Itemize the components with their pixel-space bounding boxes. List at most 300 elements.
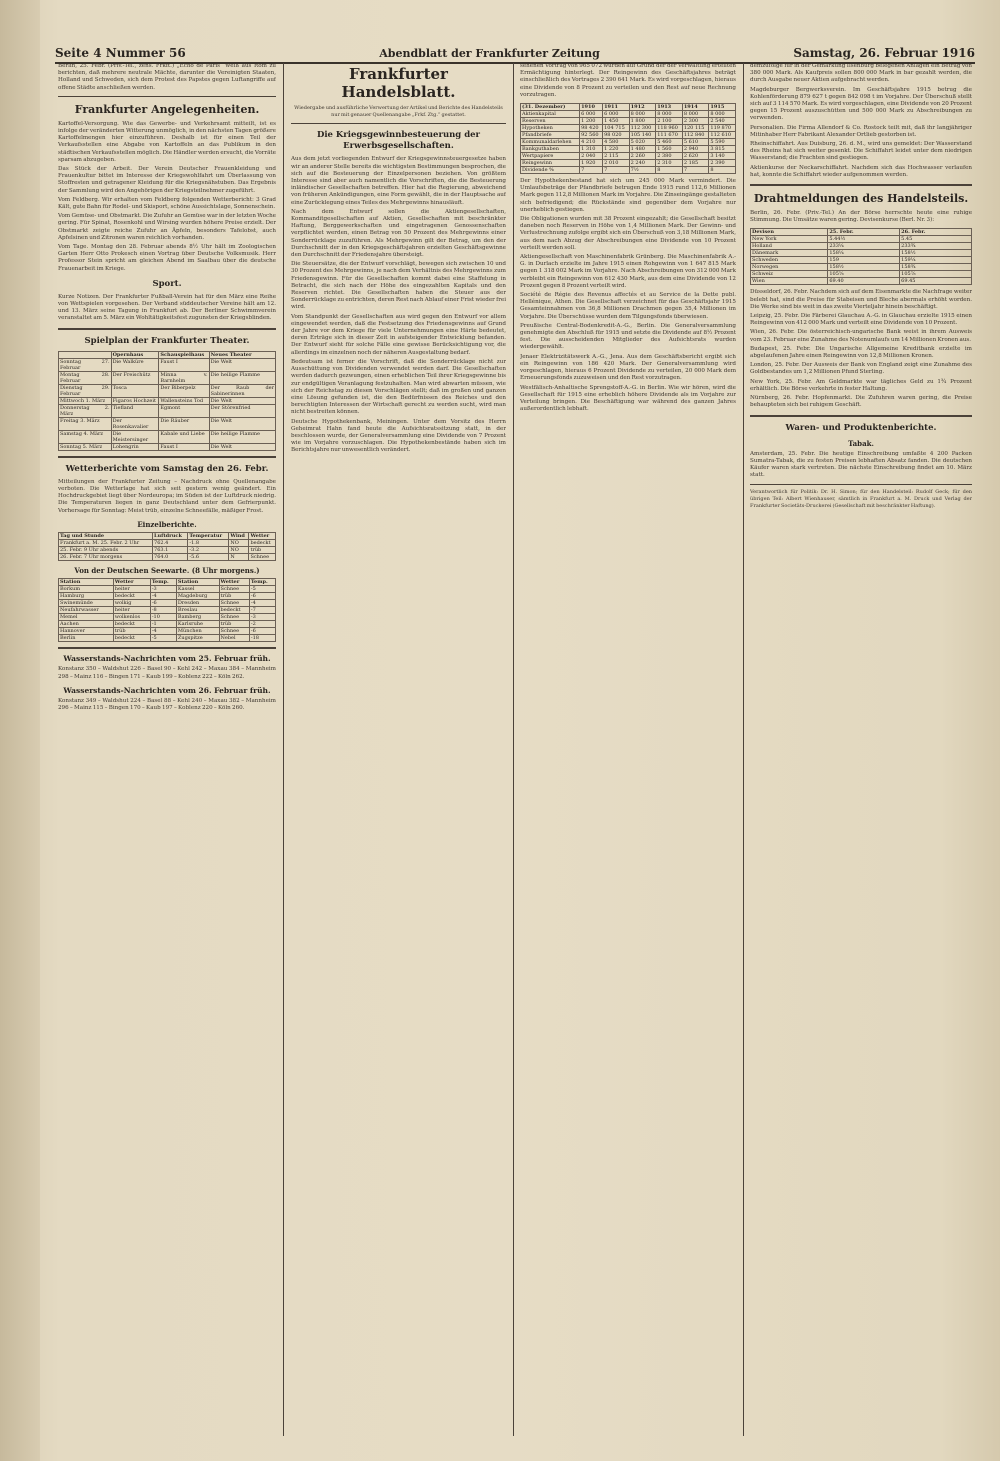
article-paragraph: Jenaer Elektrizitätswerk A.-G., Jena. Aus dem Geschäftsbericht ergibt sich ein Reingewinn von 186 420 Mark. Der Generalversammlung wird vorgeschlagen, hieraus 6 Prozent Dividende zu verteilen, 20 000 Mark dem Erneuerungsfonds zuzuweisen und den Rest vorzutragen. xyxy=(520,353,736,382)
table-cell: 8 xyxy=(709,167,736,174)
table-cell: 1 920 xyxy=(580,160,603,167)
table-cell: Egmont xyxy=(159,404,209,417)
table-cell: Tosca xyxy=(111,384,159,397)
balance-row xyxy=(521,125,736,132)
table-cell: 1 560 xyxy=(656,146,683,153)
table-cell: 112 840 xyxy=(682,132,709,139)
article-paragraph: Der Hypothekenbestand hat sich um 245 000 Mark vermindert. Die Umlaufsbeträge der Pfandbriefe betrugen Ende 1915 rund 112,6 Millionen Mark gegen 112,8 Millionen Mark im Vorjahre. Die Zinseingänge gestalteten sich befriedigend; die Rückstände sind gegenüber dem Vorjahre nur unerheblich gestiegen. xyxy=(520,178,736,213)
table-cell: bedeckt xyxy=(219,607,249,614)
theater-row xyxy=(59,417,276,430)
balance-row xyxy=(521,160,736,167)
table-cell: 2 540 xyxy=(709,118,736,125)
article-paragraph: Wien, 26. Febr. Die österreichisch-ungarische Bank weist in ihrem Ausweis vom 23. Februar eine Zunahme des Notenumlaufs um 14 Millionen Kronen aus. xyxy=(750,329,972,343)
table-cell: 8 000 xyxy=(656,111,683,118)
balance-row xyxy=(521,118,736,125)
table-cell: heiter xyxy=(113,607,150,614)
table-cell: Der Störenfried xyxy=(209,404,275,417)
table-header-cell: 1910 xyxy=(580,104,603,111)
table-cell: Schnee xyxy=(249,553,276,560)
section-title-water-1: Wasserstands-Nachrichten vom 25. Februar früh. xyxy=(63,654,271,664)
table-cell: Sonntag 5. März xyxy=(59,443,112,450)
column-rule xyxy=(513,63,514,1436)
article-paragraph: Vom Gemüse- und Obstmarkt. Die Zufuhr an Gemüse war in der letzten Woche gering. Für Spinat, Rosenkohl und Wirsing wurden höhere Preise erzielt. Der Obstmarkt zeigte reiche Zufuhr an Äpfeln, besonders Tafelobst, auch Apfelsinen und Zitronen waren reichlich vorhanden. xyxy=(58,213,276,241)
theater-table xyxy=(58,351,276,451)
fx-row xyxy=(751,236,972,243)
fx-row xyxy=(751,264,972,271)
table-cell: 92 560 xyxy=(580,132,603,139)
table-cell: 2 240 xyxy=(629,160,656,167)
article-paragraph: Magdeburger Bergwerksverein. Im Geschäftsjahre 1915 betrug die Kohlenförderung 879 627 t gegen 842 098 t im Vorjahre. Der Überschuß stellt sich auf 3 114 570 Mark. Es wird vorgeschlagen, eine Dividende von 20 Prozent gegen 15 Prozent auszuschütten und 500 000 Mark zu Abschreibungen zu verwenden. xyxy=(750,86,972,122)
table-cell: 2 620 xyxy=(682,153,709,160)
table-cell: 8 000 xyxy=(629,111,656,118)
table-cell: 104 715 xyxy=(603,125,630,132)
table-cell: Karlsruhe xyxy=(176,621,219,628)
balance-table xyxy=(520,103,736,174)
article-paragraph: London, 25. Febr. Der Ausweis der Bank von England zeigt eine Zunahme des Goldbestandes um 1,2 Millionen Pfund Sterling. xyxy=(750,362,972,376)
article-paragraph: Nach dem Entwurf sollen die Aktiengesellschaften, Kommanditgesellschaften auf Aktien, Gesellschaften mit beschränkter Haftung, Berggewerkschaften und eingetragenen Genossenschaften verpflichtet werden, einen Betrag von 50 Prozent des Mehrgewinns einer Sonderrücklage zuzuführen. Als Mehrgewinn gilt der Betrag, um den der Durchschnitt der in den Kriegsgeschäftsjahren erzielten Geschäftsgewinne den Durchschnitt der Friedensjahre übersteigt. xyxy=(291,208,506,259)
balance-row xyxy=(521,153,736,160)
column-wire-reports xyxy=(750,63,972,1436)
table-cell: 2 040 xyxy=(580,153,603,160)
table-cell: 2 260 xyxy=(629,153,656,160)
table-cell: 5.44½ xyxy=(828,236,900,243)
table-header-row xyxy=(751,229,972,236)
table-cell: trüb xyxy=(219,593,249,600)
table-cell: 8 000 xyxy=(709,111,736,118)
header-masthead: Abendblatt der Frankfurter Zeitung xyxy=(379,47,600,60)
column-rule xyxy=(743,63,744,1436)
table-cell: 98 020 xyxy=(603,132,630,139)
article-body xyxy=(750,289,972,409)
table-header-cell: Temp. xyxy=(249,579,275,586)
table-header-cell: 1915 xyxy=(709,104,736,111)
weather-row xyxy=(59,539,276,546)
article-paragraph: Düsseldorf, 26. Febr. Nachdem sich auf dem Eisenmarkte die Nachfrage weiter belebt hat, sind die Preise für Stabeisen und Bleche abermals erhöht worden. Die Werke sind bis weit in das zweite Vierteljahr hinein beschäftigt. xyxy=(750,289,972,310)
theater-row xyxy=(59,443,276,450)
table-cell: 6 000 xyxy=(580,111,603,118)
table-cell: Freitag 3. März xyxy=(59,417,112,430)
table-cell: 3 140 xyxy=(709,153,736,160)
article-paragraph: Mitteilungen der Frankfurter Zeitung – Nachdruck ohne Quellenangabe verboten. Die Wetterlage hat sich seit gestern wenig geändert. Ein Hochdruckgebiet liegt über Nordeuropa; im Süden ist der Luftdruck niedrig. Die Temperaturen liegen in ganz Deutschland unter dem Gefrierpunkt. Vorhersage für Sonntag: Meist trüb, einzelne Schneefälle, mäßiger Frost. xyxy=(58,478,276,514)
table-cell: München xyxy=(176,628,219,635)
table-cell: Kommunaldarlehen xyxy=(521,139,580,146)
seewarte-row xyxy=(59,628,276,635)
table-cell: Wien xyxy=(751,278,828,285)
article-paragraph: Personalien. Die Firma Allendorf & Co. Rostock teilt mit, daß ihr langjähriger Mitinhaber Herr Fabrikant Alexander Ortlieb gestorben ist. xyxy=(750,124,972,138)
table-cell: 7 xyxy=(682,167,709,174)
table-cell: trüb xyxy=(249,546,276,553)
theater-table-wrap xyxy=(58,351,276,451)
table-cell: 2 940 xyxy=(682,146,709,153)
table-cell: wolkenlos xyxy=(113,614,150,621)
table-cell: Die heilige Flamme xyxy=(209,430,275,443)
table-cell: -6 xyxy=(150,600,176,607)
fx-row xyxy=(751,278,972,285)
table-header-cell: Tag und Stunde xyxy=(59,532,153,539)
article-paragraph: Vom Tage. Montag den 28. Februar abends 8½ Uhr hält im Zoologischen Garten Herr Otto Prokesch einen Vortrag über Deutsche Volksmusik. Herr Professor Stein spricht am gleichen Abend im Saalbau über die deutsche Frauenarbeit im Kriege. xyxy=(58,244,276,272)
column-handelsblatt xyxy=(291,63,506,1436)
table-cell: 119 870 xyxy=(709,125,736,132)
table-cell: 2 300 xyxy=(682,118,709,125)
article-paragraph: Westfälisch-Anhaltische Sprengstoff-A.-G. in Berlin. Wie wir hören, wird die Gesellschaft für 1915 eine erheblich höhere Dividende als im Vorjahre zur Verteilung bringen. Die Beschäftigung war während des ganzen Jahres außerordentlich lebhaft. xyxy=(520,384,736,413)
article-paragraph: Berlin, 26. Febr. (Priv.-Tel.) An der Börse herrschte heute eine ruhige Stimmung. Die Umsätze waren gering. Devisenkurse (Berl. Nr. 3): xyxy=(750,210,972,224)
table-cell: Aktienkapital xyxy=(521,111,580,118)
table-cell: Schnee xyxy=(219,628,249,635)
section-title-handelsblatt: Frankfurter Handelsblatt. xyxy=(341,65,456,101)
divider xyxy=(58,456,276,458)
article-paragraph: Preußische Central-Bodenkredit-A.-G., Berlin. Die Generalversammlung genehmigte den Abschluß für 1915 und setzte die Dividende auf 8½ Prozent fest. Die ausscheidenden Mitglieder des Aufsichtsrats wurden wiedergewählt. xyxy=(520,322,736,351)
table-cell: Die Welt xyxy=(209,443,275,450)
table-cell: 111 670 xyxy=(656,132,683,139)
subtitle-note: Wiedergabe und ausführliche Verwertung der Artikel und Berichte des Handelsteils nur mit genauer Quellenangabe „Frkf. Ztg.“ gestattet. xyxy=(294,105,503,119)
table-header-cell: Wetter xyxy=(113,579,150,586)
table-header-cell: Wetter xyxy=(249,532,276,539)
weather-row xyxy=(59,553,276,560)
table-cell: Berlin xyxy=(59,635,114,642)
table-cell: bedeckt xyxy=(113,635,150,642)
table-cell: 158½ xyxy=(828,264,900,271)
table-cell: 26. Febr. 7 Uhr morgens xyxy=(59,553,153,560)
table-cell: -3 xyxy=(150,586,176,593)
article-paragraph: Aktiengesellschaft von Maschinenfabrik Grünberg. Die Maschinenfabrik A.-G. in Durlach erzielte im Jahre 1915 einen Rohgewinn von 1 647 815 Mark gegen 1 318 002 Mark im Vorjahre. Nach Abschreibungen von 312 000 Mark verbleibt ein Reingewinn von 612 430 Mark, aus dem eine Dividende von 12 Prozent gegen 8 Prozent verteilt wird. xyxy=(520,254,736,289)
table-cell: 158¾ xyxy=(900,264,972,271)
table-cell: -4 xyxy=(249,600,275,607)
table-cell: 159 xyxy=(828,257,900,264)
article-paragraph: Aktienkurse der Neckarschiffahrt. Nachdem sich das Hochwasser verlaufen hat, konnte die Schiffahrt wieder aufgenommen werden. xyxy=(750,164,972,178)
table-cell: Die heilige Flamme xyxy=(209,371,275,384)
table-cell: Der Raub der Sabinerinnen xyxy=(210,384,274,397)
table-cell: 2 390 xyxy=(709,160,736,167)
article-body xyxy=(520,63,736,99)
table-cell: 5 610 xyxy=(682,139,709,146)
table-header-cell: Opernhaus xyxy=(111,351,159,358)
table-cell: Dresden xyxy=(176,600,219,607)
article-paragraph: Leipzig, 25. Febr. Die Färberei Glauchau A.-G. in Glauchau erzielte 1915 einen Reingewinn von 412 000 Mark und verteilt eine Dividende von 10 Prozent. xyxy=(750,313,972,327)
table-header-cell: 1911 xyxy=(603,104,630,111)
article-paragraph: Kartoffel-Versorgung. Wie das Gewerbe- und Verkehrsamt mitteilt, ist es infolge der veränderten Witterung unmöglich, in den nächsten Tagen größere Kartoffelmengen hier einzuführen. Deshalb ist für einen Teil der Verkaufsstellen eine Abgabe von Kartoffeln an das Publikum in den städtischen Verkaufsstellen möglich. Die Händler werden ersucht, die Vorräte sparsam abzugeben. xyxy=(58,120,276,163)
table-header-cell: Station xyxy=(59,579,114,586)
table-cell: 112 610 xyxy=(709,132,736,139)
water-levels: Konstanz 350 – Waldshut 226 – Basel 90 – Kehl 242 – Maxau 384 – Mannheim 298 – Mainz 116 – Bingen 171 – Kaub 199 – Koblenz 222 – Köln 262. xyxy=(58,666,276,680)
balance-row xyxy=(521,146,736,153)
article-paragraph: Aus dem jetzt vorliegenden Entwurf der Kriegsgewinnsteuergesetze haben wir an anderer Stelle bereits die wichtigsten Bestimmungen besprochen, die sich auf die Besteuerung der Einzelpersonen beziehen. Von größtem Interesse sind aber auch namentlich die Vorschriften, die die Besteuerung inländischer Gesellschaften betreffen. Hier hat die Regierung, abweichend von früheren Ankündigungen, eine Form gewählt, die in der Hauptsache auf eine Zurücklegung eines Teiles des Mehrgewinns hinausläuft. xyxy=(291,156,506,206)
table-cell: -6 xyxy=(249,628,275,635)
table-cell: Der Biberpelz xyxy=(159,384,209,397)
balance-row xyxy=(521,132,736,139)
fx-row xyxy=(751,250,972,257)
table-cell: Tiefland xyxy=(111,404,159,417)
table-cell: trüb xyxy=(219,621,249,628)
table-cell: -2 xyxy=(249,621,275,628)
section-title-local: Frankfurter Angelegenheiten. xyxy=(74,102,260,116)
table-cell: 7 xyxy=(580,167,603,174)
table-header-cell: 25. Febr. xyxy=(828,229,900,236)
table-cell: -5.6 xyxy=(188,553,229,560)
table-header-cell: Wind xyxy=(229,532,249,539)
seewarte-row xyxy=(59,614,276,621)
table-cell: -3.2 xyxy=(188,546,229,553)
weather-row xyxy=(59,546,276,553)
article-paragraph: Das Stück der Arbeit. Der Verein Deutscher Frauenkleidung und Frauenkultur bittet im Interesse der Kriegswohlfahrt um Überlassung von Stoffresten und getragener Kleidung für die Kriegsnähstuben. Das Ergebnis der Sammlung wird den Angehörigen der Kriegsteilnehmer zugeführt. xyxy=(58,166,276,194)
article-paragraph: demzufolge für in der Gemarkung Ilsenburg belegenen Anlagen ein Betrag von 380 000 Mark. Als Kaufpreis sollen 800 000 Mark in bar gezahlt werden, die durch Ausgabe neuer Aktien aufgebracht werden. xyxy=(750,63,972,84)
table-cell: Wallensteins Tod xyxy=(159,397,209,404)
table-cell: 112 300 xyxy=(629,125,656,132)
article-body xyxy=(291,156,506,454)
table-cell: 159¼ xyxy=(900,257,972,264)
table-cell: Der Freischütz xyxy=(111,371,159,384)
table-cell: 98 420 xyxy=(580,125,603,132)
table-cell: 5 590 xyxy=(709,139,736,146)
table-cell: Die Welt xyxy=(209,397,275,404)
table-cell: Die Walküre xyxy=(111,358,159,371)
table-cell: 2 185 xyxy=(682,160,709,167)
intro-paragraph: Berlin, 25. Febr. (Priv.-Tel., zens. Frkft.) „Echo de Paris“ weiß aus Rom zu berichten, daß mehrere neutrale Mächte, darunter die Vereinigten Staaten, Holland und Schweden, sich dem Protest des Papstes gegen Luftangriffe auf offene Städte anschließen werden. xyxy=(58,63,276,91)
article-paragraph: New York, 25. Febr. Am Geldmarkte war tägliches Geld zu 1¾ Prozent erhältlich. Die Börse verkehrte in fester Haltung. xyxy=(750,378,972,392)
table-cell: 4 210 xyxy=(580,139,603,146)
table-cell: Dänemark xyxy=(751,250,828,257)
table-cell: Faust I xyxy=(159,358,209,371)
table-cell: Montag 28. Februar xyxy=(60,371,110,384)
table-cell: 763.1 xyxy=(153,546,188,553)
article-paragraph: Amsterdam, 25. Febr. Die heutige Einschreibung umfaßte 4 200 Packen Sumatra-Tabak, die zu festen Preisen lebhaften Absatz fanden. Die deutschen Käufer waren stark vertreten. Die nächste Einschreibung findet am 10. März statt. xyxy=(750,450,972,479)
table-cell: -7 xyxy=(249,607,275,614)
table-cell: Reserven xyxy=(521,118,580,125)
section-title-sport: Sport. xyxy=(152,278,182,289)
table-header-cell: 1914 xyxy=(682,104,709,111)
seewarte-row xyxy=(59,621,276,628)
section-title-wire: Drahtmeldungen des Handelsteils. xyxy=(753,192,969,206)
table-cell: 105 140 xyxy=(629,132,656,139)
seewarte-table-wrap xyxy=(58,578,276,642)
table-cell: Donnerstag 2. März xyxy=(60,404,110,417)
section-title-single-reports: Einzelberichte. xyxy=(137,519,197,529)
table-cell: 1 480 xyxy=(629,146,656,153)
theater-row xyxy=(59,384,276,397)
table-cell: 1 220 xyxy=(603,146,630,153)
table-cell: Nebel xyxy=(219,635,249,642)
table-cell: Die Welt xyxy=(209,417,275,430)
table-header-cell: Luftdruck xyxy=(153,532,188,539)
table-cell: Schnee xyxy=(219,586,249,593)
table-cell: Die Räuber xyxy=(159,417,209,430)
table-header-row xyxy=(59,532,276,539)
divider xyxy=(58,96,276,97)
table-cell: 2 115 xyxy=(603,153,630,160)
article-headline: Die Kriegsgewinnbesteuerung der Erwerbsgesellschaften. xyxy=(316,130,481,152)
table-cell: trüb xyxy=(113,628,150,635)
article-paragraph: Bedeutsam ist ferner die Vorschrift, daß die Sonderrücklage nicht zur Ausschüttung von Dividenden verwendet werden darf. Die Gesellschaften werden dadurch gezwungen, einen erheblichen Teil ihrer Kriegsgewinne bis zur endgültigen Veranlagung festzuhalten. Man wird abwarten müssen, wie sich der Reichstag zu diesen Vorschlägen stellt; daß im großen und ganzen eine Lösung gefunden ist, die den Bedürfnissen des Reiches und den berechtigten Interessen der Wirtschaft gerecht zu werden sucht, wird man nicht bestreiten können. xyxy=(291,358,506,416)
table-cell: 1 310 xyxy=(580,146,603,153)
table-cell: 8 000 xyxy=(682,111,709,118)
article-paragraph: sehenen Vortrag von 965 072 wurden auf Grund der der Verwaltung erteilten Ermächtigung hinterlegt. Der Reingewinn des Geschäftsjahres beträgt einschließlich des Vortrages 2 390 641 Mark. Es wird vorgeschlagen, hieraus eine Dividende von 8 Prozent zu verteilen und den Rest auf neue Rechnung vorzutragen. xyxy=(520,63,736,98)
table-cell: Mittwoch 1. März xyxy=(59,397,112,404)
table-cell: 105⅝ xyxy=(828,271,900,278)
table-cell: 5 020 xyxy=(629,139,656,146)
table-cell: 120 115 xyxy=(682,125,709,132)
table-cell: Bamberg xyxy=(176,614,219,621)
fx-table xyxy=(750,228,972,285)
table-cell: N xyxy=(229,553,249,560)
table-cell: 25. Febr. 9 Uhr abends xyxy=(59,546,153,553)
table-cell: Schnee xyxy=(219,614,249,621)
table-cell: Swinemünde xyxy=(59,600,114,607)
table-cell: Borkum xyxy=(59,586,114,593)
fx-row xyxy=(751,243,972,250)
article-paragraph: Kurze Notizen. Der Frankfurter Fußball-Verein hat für den März eine Reihe von Wettspielen vorgesehen. Der Verband süddeutscher Vereine hält am 12. und 13. März seine Tagung in Frankfurt ab. Der Berliner Schwimmverein veranstaltet am 5. März ein Wohltätigkeitsfest zugunsten der Kriegsblinden. xyxy=(58,293,276,322)
article-paragraph: Rheinschiffahrt. Aus Duisburg, 26. d. M., wird uns gemeldet: Der Wasserstand des Rheins hat sich weiter gesenkt. Die Schiffahrt leidet unter dem niedrigen Wasserstand; die Frachten sind gestiegen. xyxy=(750,141,972,162)
table-cell: 3 815 xyxy=(709,146,736,153)
fx-row xyxy=(751,257,972,264)
table-cell: 764.0 xyxy=(153,553,188,560)
table-cell: Samstag 4. März xyxy=(59,430,112,443)
section-title-tabak: Tabak. xyxy=(848,438,874,448)
balance-row xyxy=(521,139,736,146)
seewarte-row xyxy=(59,593,276,600)
table-cell: 1 450 xyxy=(603,118,630,125)
table-cell: 1 200 xyxy=(580,118,603,125)
table-cell: -1.8 xyxy=(188,539,229,546)
table-cell: 158¼ xyxy=(828,250,900,257)
divider xyxy=(291,123,506,124)
column-company-reports xyxy=(520,63,736,1436)
table-cell: Schweden xyxy=(751,257,828,264)
table-header-cell: Neues Theater xyxy=(209,351,275,358)
divider xyxy=(58,647,276,649)
seewarte-row xyxy=(59,635,276,642)
article-paragraph: Vom Feldberg. Wir erhalten vom Feldberg folgenden Wetterbericht: 3 Grad Kält, gute Bahn für Rodel- und Skisport, schöne Aussichtslage, Sonnenschein. xyxy=(58,196,276,211)
table-cell: -6 xyxy=(249,593,275,600)
table-cell: Breslau xyxy=(176,607,219,614)
table-cell: -1 xyxy=(150,621,176,628)
table-cell: 69.40 xyxy=(828,278,900,285)
table-cell: 7½ xyxy=(629,167,656,174)
article-paragraph: Die Steuersätze, die der Entwurf vorschlägt, bewegen sich zwischen 10 und 30 Prozent des Mehrgewinns, je nach dem Verhältnis des Mehrgewinns zum Friedensgewinn. Für die Gesellschaften kommt dabei eine Staffelung in Betracht, die sich nach der Höhe des eingezahlten Kapitals und den Reserven richtet. Die Gesellschaften haben die Steuer aus der Sonderrücklage zu entrichten, deren Rest nach Ablauf einer Frist wieder frei wird. xyxy=(291,261,506,311)
section-title-goods: Waren- und Produktenberichte. xyxy=(785,422,937,433)
table-cell: 2 010 xyxy=(603,160,630,167)
theater-row xyxy=(59,358,276,371)
article-body xyxy=(520,178,736,413)
divider xyxy=(750,415,972,417)
table-cell: -18 xyxy=(249,635,275,642)
section-title-weather: Wetterberichte vom Samstag den 26. Febr. xyxy=(65,463,269,474)
seewarte-row xyxy=(59,607,276,614)
section-title-water-2: Wasserstands-Nachrichten vom 26. Februar früh. xyxy=(63,685,271,695)
table-cell: Reingewinn xyxy=(521,160,580,167)
table-cell: 69.45 xyxy=(900,278,972,285)
theater-row xyxy=(59,404,276,417)
table-cell: Norwegen xyxy=(751,264,828,271)
seewarte-row xyxy=(59,586,276,593)
table-cell: Pfandbriefe xyxy=(521,132,580,139)
table-cell: -5 xyxy=(150,635,176,642)
water-levels: Konstanz 349 – Waldshut 224 – Basel 88 – Kehl 240 – Maxau 382 – Mannheim 296 – Mainz 115 – Bingen 170 – Kaub 197 – Koblenz 220 – Köln 260. xyxy=(58,697,276,712)
divider xyxy=(750,184,972,186)
table-header-cell: Wetter xyxy=(219,579,249,586)
table-cell: Zugspitze xyxy=(176,635,219,642)
table-cell: Faust I xyxy=(159,443,209,450)
table-cell: 5 460 xyxy=(656,139,683,146)
table-cell: 5.45 xyxy=(900,236,972,243)
column-local-news xyxy=(58,63,276,1436)
table-cell: Hannover xyxy=(59,628,114,635)
table-cell: Schweiz xyxy=(751,271,828,278)
table-cell: NO xyxy=(229,546,249,553)
table-header-cell: (31. Dezember) xyxy=(521,104,580,111)
table-cell: 6 000 xyxy=(603,111,630,118)
page-header xyxy=(55,38,975,64)
balance-row xyxy=(521,111,736,118)
table-header-cell: 26. Febr. xyxy=(900,229,972,236)
table-cell: Memel xyxy=(59,614,114,621)
divider xyxy=(750,484,972,485)
divider xyxy=(58,328,276,330)
table-cell: 233¾ xyxy=(900,243,972,250)
table-cell: Holland xyxy=(751,243,828,250)
table-cell: 2 310 xyxy=(656,160,683,167)
article-paragraph: Nürnberg, 26. Febr. Hopfenmarkt. Die Zufuhren waren gering, die Preise behaupteten sich bei ruhigem Geschäft. xyxy=(750,395,972,409)
table-header-cell: 1912 xyxy=(629,104,656,111)
theater-row xyxy=(59,430,276,443)
header-date: Samstag, 26. Februar 1916 xyxy=(793,46,975,60)
table-cell: bedeckt xyxy=(249,539,276,546)
table-header-cell: 1913 xyxy=(656,104,683,111)
article-paragraph: Die Obligationen wurden mit 38 Prozent eingezahlt; die Gesellschaft besitzt daneben noch Reserven in Höhe von 1,4 Millionen Mark. Der Gewinn- und Verlustrechnung zufolge ergibt sich ein Überschuß von 3,18 Millionen Mark, aus dem nach Abzug der Abschreibungen eine Dividende von 10 Prozent verteilt werden soll. xyxy=(520,216,736,251)
table-cell: 105⅞ xyxy=(900,271,972,278)
table-cell: Der Rosenkavalier xyxy=(111,417,159,430)
balance-table-wrap xyxy=(520,103,736,174)
table-cell: Dienstag 29. Februar xyxy=(60,384,110,397)
fx-row xyxy=(751,271,972,278)
table-cell: Schnee xyxy=(219,600,249,607)
article-paragraph: Budapest, 25. Febr. Die Ungarische Allgemeine Kreditbank erzielte im abgelaufenen Jahre einen Reingewinn von 12,8 Millionen Kronen. xyxy=(750,345,972,360)
table-cell: Sonntag 27. Februar xyxy=(60,358,110,371)
table-header-cell xyxy=(59,351,112,358)
table-cell: New York xyxy=(751,236,828,243)
table-cell: Kabale und Liebe xyxy=(159,430,209,443)
table-cell: Figaros Hochzeit xyxy=(111,397,159,404)
theater-row xyxy=(59,397,276,404)
table-cell: -3 xyxy=(249,614,275,621)
table-cell: Minna v. Barnhelm xyxy=(160,371,208,384)
table-cell: 7 xyxy=(603,167,630,174)
table-header-cell: Devisen xyxy=(751,229,828,236)
header-left: Seite 4 Nummer 56 xyxy=(55,46,186,60)
table-cell: Dividende % xyxy=(521,167,580,174)
table-header-row xyxy=(521,104,736,111)
seewarte-row xyxy=(59,600,276,607)
table-cell: Hypotheken xyxy=(521,125,580,132)
table-cell: 2 100 xyxy=(656,118,683,125)
table-cell: -10 xyxy=(150,614,176,621)
table-cell: Hamburg xyxy=(59,593,114,600)
table-cell: Wertpapiere xyxy=(521,153,580,160)
table-cell: Frankfurt a. M. 25. Febr. 2 Uhr xyxy=(59,539,153,546)
theater-row xyxy=(59,371,276,384)
table-cell: 233¼ xyxy=(828,243,900,250)
article-paragraph: Deutsche Hypothekenbank, Meiningen. Unter dem Vorsitz des Herrn Geheimrat Hahn fand heute die Aufsichtsratssitzung statt, in der beschlossen wurde, der Generalversammlung eine Dividende von 7 Prozent wie im Vorjahre vorzuschlagen. Die Hypothekenbestände haben sich im Berichtsjahre nur unwesentlich verändert. xyxy=(291,418,506,454)
weather-table-wrap xyxy=(58,532,276,561)
table-header-cell: Schauspielhaus xyxy=(159,351,209,358)
table-cell: bedeckt xyxy=(113,621,150,628)
weather-table xyxy=(58,532,276,561)
table-cell: Lohengrin xyxy=(111,443,159,450)
table-cell: Magdeburg xyxy=(176,593,219,600)
table-header-cell: Temperatur xyxy=(188,532,229,539)
table-cell: Aachen xyxy=(59,621,114,628)
table-cell: 762.4 xyxy=(153,539,188,546)
table-cell: -4 xyxy=(150,628,176,635)
article-paragraph: Société de Régie des Revenus affectés et au Service de la Dette publ. Hellénique, Athen. Die Gesellschaft verzeichnet für das Geschäftsjahr 1915 Gesamteinnahmen von 36,8 Millionen Drachmen gegen 35,4 Millionen im Vorjahre. Die Überschüsse wurden dem Tilgungsfonds überwiesen. xyxy=(520,292,736,320)
